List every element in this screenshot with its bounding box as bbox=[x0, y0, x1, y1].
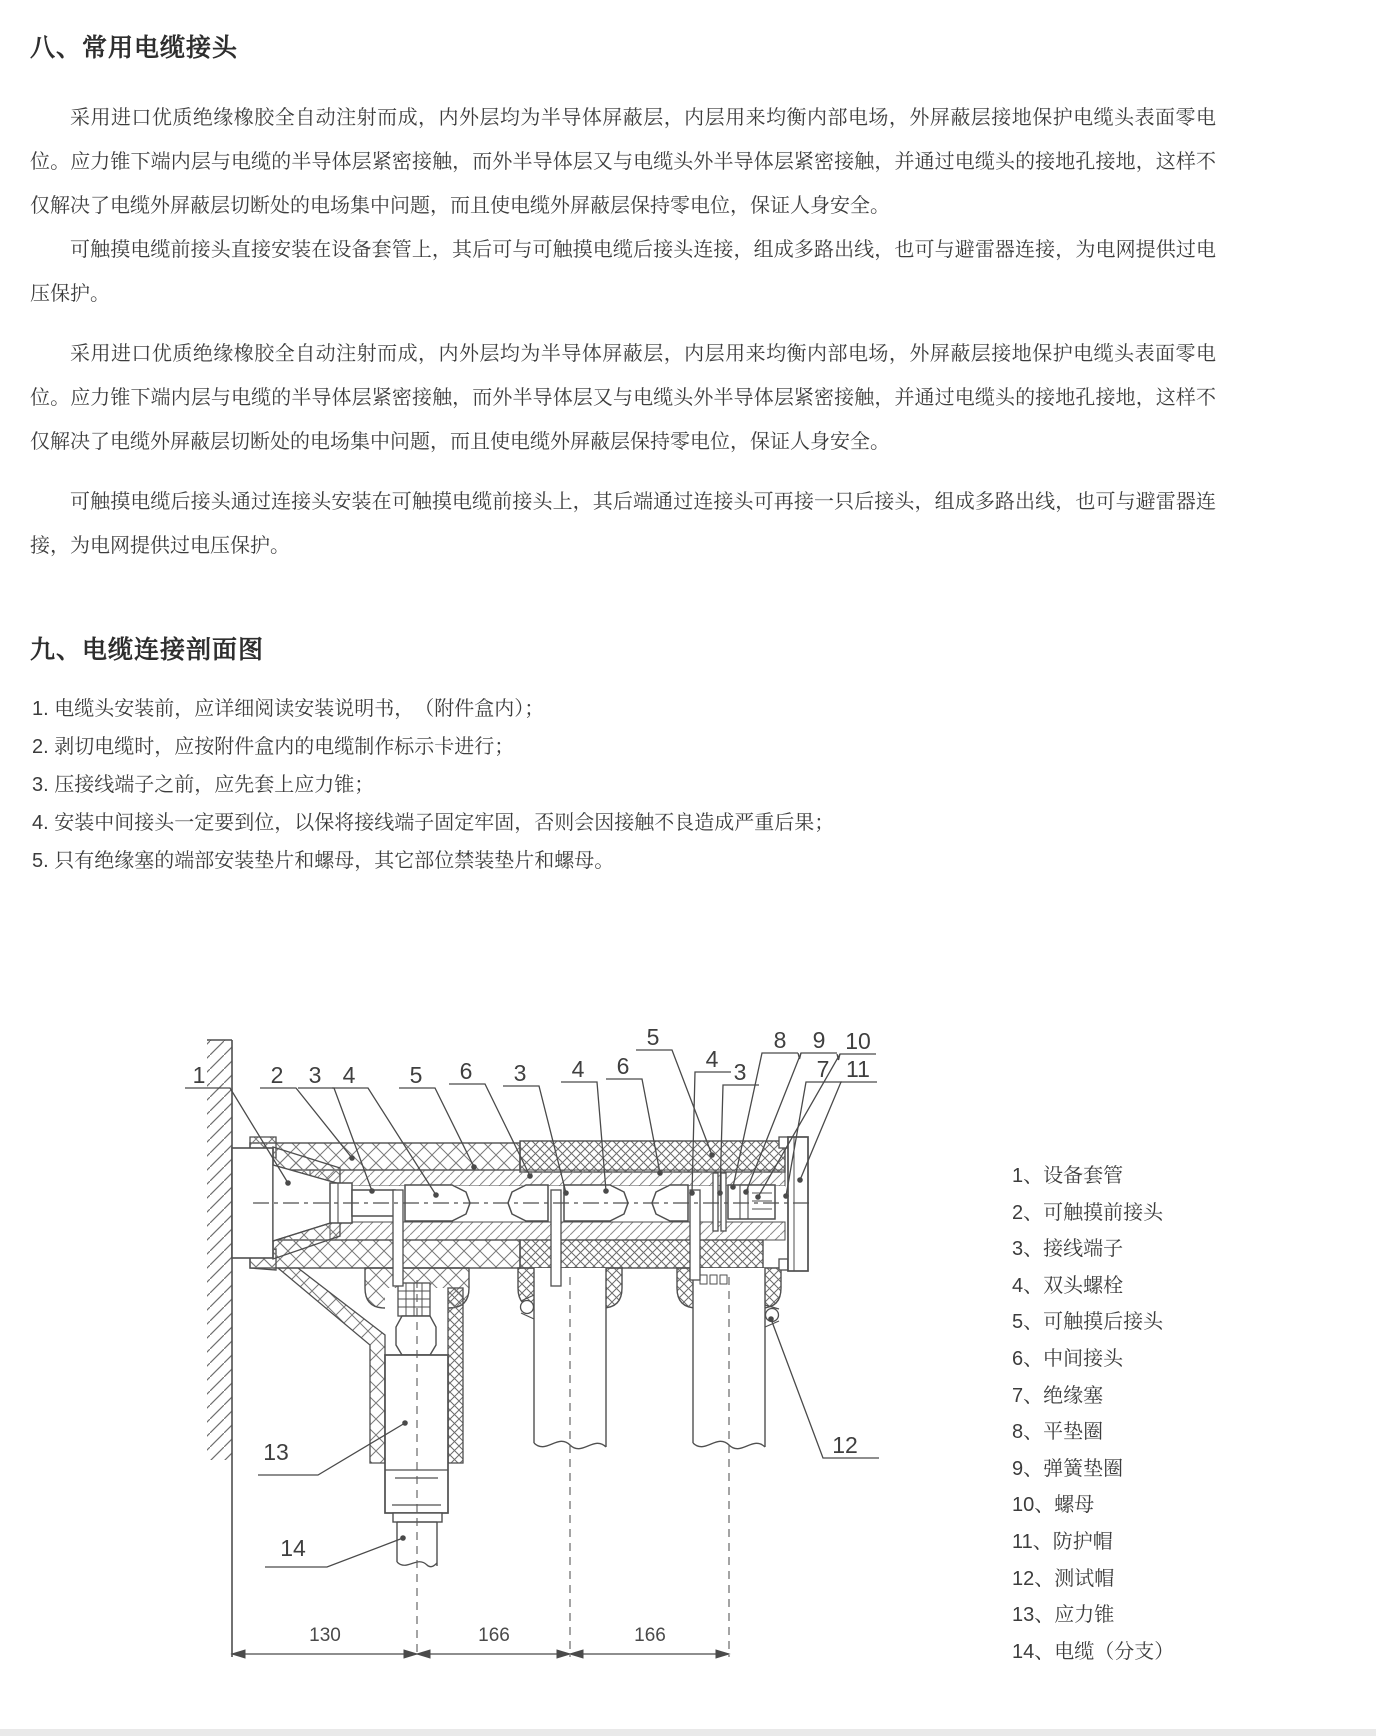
callout-label: 12 bbox=[832, 1432, 858, 1458]
note-item: 3. 压接线端子之前，应先套上应力锥； bbox=[32, 774, 375, 796]
page-bottom-edge bbox=[0, 1729, 1376, 1736]
note-item: 2. 剥切电缆时，应按附件盒内的电缆制作标示卡进行； bbox=[32, 736, 515, 758]
legend-item: 8、平垫圈 bbox=[1012, 1421, 1104, 1444]
legend-item: 13、应力锥 bbox=[1012, 1604, 1115, 1627]
branch-cable-2 bbox=[521, 1268, 607, 1449]
callout-label: 5 bbox=[646, 1024, 660, 1050]
legend-item: 14、电缆（分支） bbox=[1012, 1640, 1175, 1663]
legend-item: 1、设备套管 bbox=[1012, 1165, 1124, 1187]
mounting-wall bbox=[207, 1040, 232, 1657]
callout-label: 4 bbox=[571, 1056, 585, 1082]
callout-label: 8 bbox=[773, 1027, 787, 1053]
section-9-heading: 九、电缆连接剖面图 bbox=[30, 636, 265, 664]
callout-label: 9 bbox=[812, 1027, 826, 1053]
dimension-label: 166 bbox=[634, 1625, 666, 1646]
legend-item: 2、可触摸前接头 bbox=[1012, 1201, 1164, 1224]
legend-item: 10、螺母 bbox=[1012, 1494, 1095, 1517]
callout-label: 4 bbox=[342, 1062, 356, 1088]
callout-label: 6 bbox=[459, 1058, 473, 1084]
paragraph-4: 可触摸电缆后接头通过连接头安装在可触摸电缆前接头上，其后端通过连接头可再接一只后接头，组成多路出线，也可与避雷器连接，为电网提供过电压保护。 bbox=[30, 491, 1216, 557]
dimension-label: 166 bbox=[478, 1625, 510, 1646]
legend-item: 4、双头螺栓 bbox=[1012, 1274, 1124, 1297]
callout-label: 5 bbox=[409, 1062, 423, 1088]
callout-label: 2 bbox=[270, 1062, 284, 1088]
paragraph-3: 采用进口优质绝缘橡胶全自动注射而成，内外层均为半导体屏蔽层，内层用来均衡内部电场，外屏蔽层接地保护电缆头表面零电位。应力锥下端内层与电缆的半导体层紧密接触，而外半导体层又与电缆头外半导体层紧密接触，并通过电缆头的接地孔接地，这样不仅解决了电缆外屏蔽层切断处的电场集中问题，而且使电缆外屏蔽层保持零电位，保证人身安全。 bbox=[30, 343, 1216, 453]
legend-item: 5、可触摸后接头 bbox=[1012, 1311, 1164, 1334]
legend-item: 12、测试帽 bbox=[1012, 1567, 1115, 1590]
callout-label: 13 bbox=[263, 1439, 289, 1465]
callout-label: 11 bbox=[846, 1056, 870, 1082]
callout-label: 6 bbox=[616, 1053, 630, 1079]
callout-label: 10 bbox=[845, 1028, 871, 1054]
installation-notes bbox=[32, 690, 1218, 880]
callout-label: 3 bbox=[733, 1059, 747, 1085]
callout-label: 1 bbox=[192, 1062, 206, 1088]
note-item: 4. 安装中间接头一定要到位，以保将接线端子固定牢固，否则会因接触不良造成严重后果； bbox=[32, 812, 835, 834]
cable-connection-cross-section-diagram bbox=[0, 915, 1000, 1705]
dimension-line bbox=[232, 1650, 729, 1658]
parts-legend bbox=[1012, 1158, 1174, 1670]
legend-item: 9、弹簧垫圈 bbox=[1012, 1457, 1124, 1480]
note-item: 1. 电缆头安装前，应详细阅读安装说明书， （附件盒内）； bbox=[32, 698, 545, 720]
paragraph-2: 可触摸电缆前接头直接安装在设备套管上，其后可与可触摸电缆后接头连接，组成多路出线，也可与避雷器连接，为电网提供过电压保护。 bbox=[30, 239, 1216, 305]
branch-cable-1 bbox=[278, 1268, 463, 1567]
legend-item: 6、中间接头 bbox=[1012, 1347, 1124, 1370]
callout-label: 14 bbox=[280, 1535, 306, 1561]
note-item: 5. 只有绝缘塞的端部安装垫片和螺母，其它部位禁装垫片和螺母。 bbox=[32, 850, 615, 872]
dimension-label: 130 bbox=[309, 1625, 341, 1646]
legend-item: 7、绝缘塞 bbox=[1012, 1384, 1104, 1407]
legend-item: 3、接线端子 bbox=[1012, 1238, 1124, 1261]
callout-label: 7 bbox=[816, 1056, 830, 1082]
legend-item: 11、防护帽 bbox=[1012, 1530, 1113, 1553]
callout-label: 4 bbox=[705, 1046, 719, 1072]
dimension-labels bbox=[309, 1625, 666, 1646]
callout-label: 3 bbox=[513, 1060, 527, 1086]
paragraph-1: 采用进口优质绝缘橡胶全自动注射而成，内外层均为半导体屏蔽层，内层用来均衡内部电场，外屏蔽层接地保护电缆头表面零电位。应力锥下端内层与电缆的半导体层紧密接触，而外半导体层又与电缆头外半导体层紧密接触，并通过电缆头的接地孔接地，这样不仅解决了电缆外屏蔽层切断处的电场集中问题，而且使电缆外屏蔽层保持零电位，保证人身安全。 bbox=[30, 107, 1216, 217]
callout-label: 3 bbox=[308, 1062, 322, 1088]
section-8-heading: 八、常用电缆接头 bbox=[30, 34, 239, 62]
